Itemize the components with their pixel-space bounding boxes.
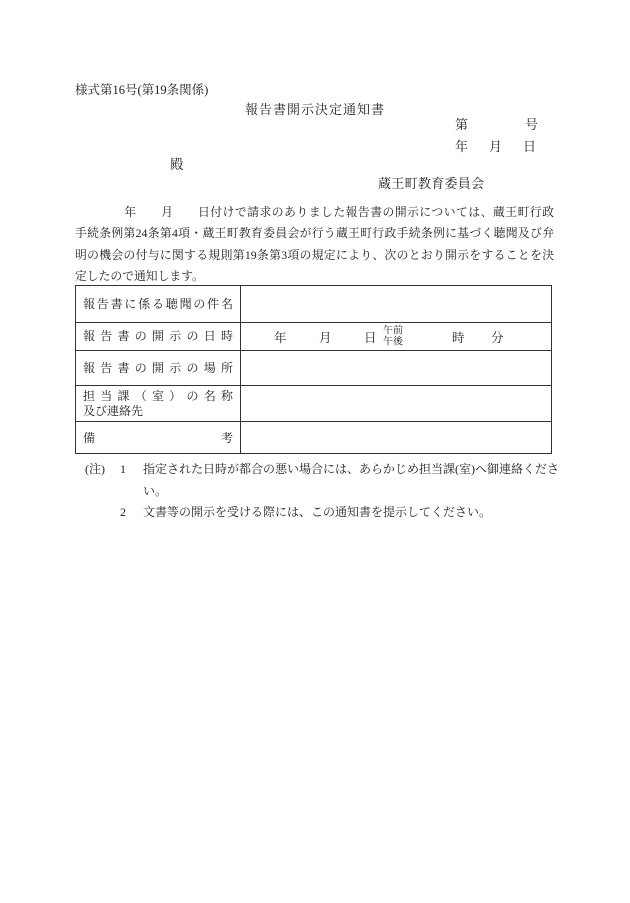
body-paragraph-line: 年 月 日付けで請求のありました報告書の開示については、蔵王町行政 [75,205,554,219]
table-row-remarks [76,422,552,454]
table-row-hearing-name [76,286,552,323]
label-disclosure-datetime: 報告書の開示の日時 [83,329,233,343]
footnote-2-number: 2 [120,505,126,519]
body-paragraph-line: 明の機会の付与に関する規則第19条第3項の規定により、次のとおり開示をすることを決 [75,247,554,262]
document-number-line [455,114,538,133]
footnote-2-line: 文書等の開示を受ける際には、この通知書を提示してください。 [143,505,492,519]
table-row-disclosure-place [76,351,552,386]
datetime-year-label: 年 [274,330,287,345]
issue-date-month: 月 [488,139,502,154]
label-cell-hearing-name [76,286,241,323]
body-paragraph [75,202,554,288]
addressee-honorific: 殿 [170,157,184,172]
value-cell-disclosure-place [241,351,552,386]
body-paragraph-line: 手続条例第24条第4項・蔵王町教育委員会が行う蔵王町行政手続条例に基づく聴聞及び弁 [75,226,554,241]
footnote-1-number: 1 [120,462,126,476]
doc-number-suffix: 号 [524,117,538,132]
document-title: 報告書開示決定通知書 [244,102,385,117]
issue-date-year: 年 [455,139,469,154]
label-remarks-right: 考 [220,431,233,445]
datetime-pm-label: 午後 [383,336,403,348]
disclosure-details-table [75,285,552,454]
label-cell-disclosure-datetime [76,323,241,351]
issue-date-day: 日 [522,139,536,154]
value-cell-department-contact [241,386,552,422]
value-cell-disclosure-datetime [241,323,552,351]
datetime-month-label: 月 [319,330,332,345]
label-remarks-left: 備 [83,431,96,445]
form-number: 様式第16号(第19条関係) [75,83,209,97]
label-disclosure-place: 報告書の開示の場所 [83,360,233,375]
label-cell-disclosure-place [76,351,241,386]
label-cell-department-contact [76,386,241,422]
footnote-1-text [143,459,567,502]
footnote-2-text [143,502,567,524]
datetime-am-label: 午前 [383,325,403,336]
datetime-day-label: 日 [364,330,377,345]
footnote-marker: (注) [85,462,105,476]
sender-name: 蔵王町教育委員会 [378,176,485,191]
footnote-1-line: い。 [143,483,168,498]
footnotes [85,459,567,524]
body-paragraph-line: 定したので通知します。 [75,269,204,284]
datetime-minute-label: 分 [491,330,504,345]
label-cell-remarks [76,422,241,454]
value-cell-hearing-name [241,286,552,323]
issue-date-line [455,136,536,155]
table-row-disclosure-datetime [76,323,552,351]
label-department-name: 担当課（室）の名称 [83,388,233,403]
datetime-am-pm-label [383,325,403,348]
label-department-contact: 及び連絡先 [83,403,144,418]
value-cell-remarks [241,422,552,454]
datetime-hour-label: 時 [452,330,465,345]
footnote-item-1 [85,459,567,502]
table-row-department-contact [76,386,552,422]
label-hearing-name: 報告書に係る聴聞の件名 [83,296,233,311]
label-remarks [83,429,233,446]
footnote-1-line: 指定された日時が都合の悪い場合には、あらかじめ担当課(室)へ御連絡くださ [143,462,559,476]
footnote-item-2 [85,502,567,524]
doc-number-prefix: 第 [455,117,469,132]
